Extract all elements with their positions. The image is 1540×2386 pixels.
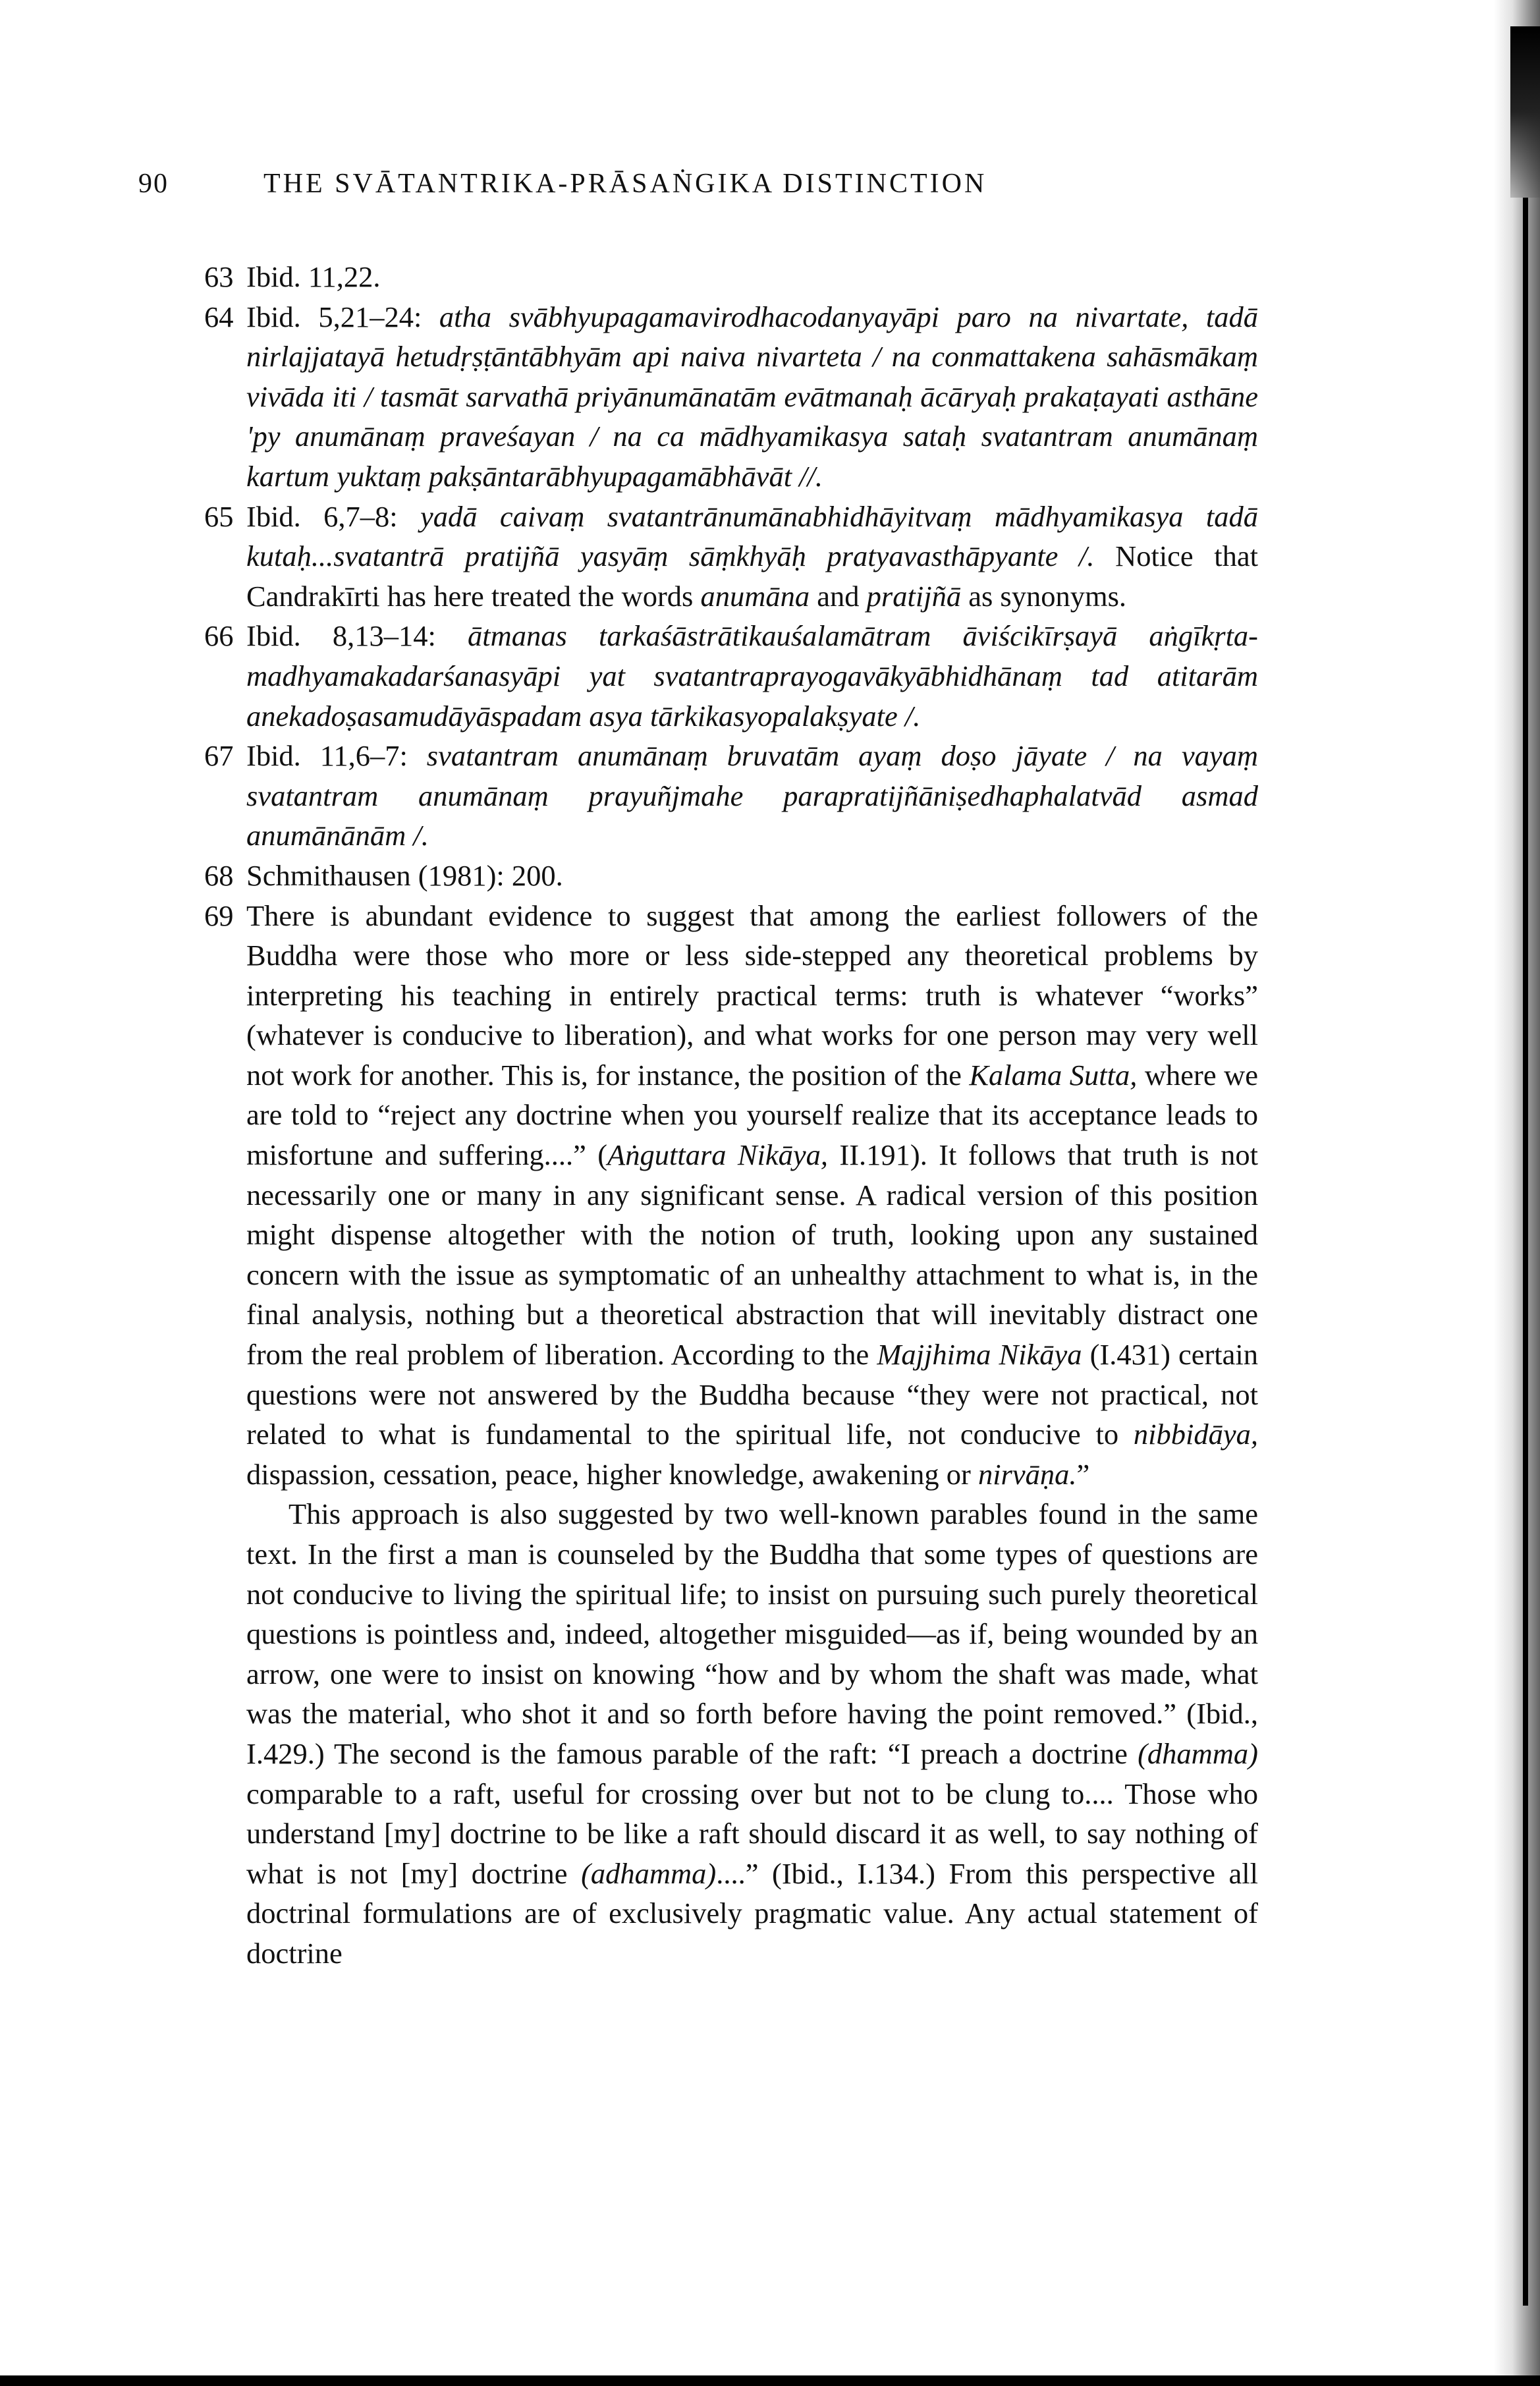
text-segment: (I.431) certain questions were not answered by the Buddha because “they were not practical, not related to what is fundamental to the spiritual life, not conducive to (246, 1338, 1258, 1451)
text-segment: Ibid. 5,21–24: (246, 300, 439, 333)
text-segment: comparable to a raft, useful for crossing over but not to be clung to.... Those who understand [my] doctrine to be like a raft should discard it as well, to say nothing of what is not [my] doctrine (246, 1777, 1258, 1890)
text-segment: II.191). It follows that truth is not necessarily one or many in any significant sense. A radical version of this position might dispense altogether with the notion of truth, looking upon any sustained concern with the issue as symptomatic of an unhealthy attachment to what is, in the final analysis, nothing but a theoretical abstraction that will inevitably distract one from the real problem of liberation. According to the (246, 1138, 1258, 1372)
endnote-64 (204, 297, 1258, 497)
text-segment: as synonyms. (961, 579, 1127, 613)
text-segment: There is abundant evidence to suggest that among the earliest followers of the Buddha were those who more or less side-stepped any theoretical problems by interpreting his teaching in entirely practical terms: truth is whatever “works” (whatever is conducive to liberation), and what works for one person may very well not work for another. This is, for instance, the position of the (246, 899, 1258, 1092)
text-segment: Ibid. 11,22. (246, 260, 381, 293)
text-segment: Ibid. 6,7–8: (246, 499, 421, 533)
italic-text: pratijñā (866, 579, 962, 613)
endnote-68 (204, 856, 1258, 896)
italic-text: (adhamma) (581, 1856, 717, 1890)
italic-text: (dhamma) (1138, 1736, 1258, 1770)
binding-shadow (1494, 0, 1540, 2386)
endnotes (204, 257, 1258, 1974)
text-segment: ....” (Ibid., I.134.) From this perspective all doctrinal formulations are of exclusively pragmatic value. Any actual statement of doctrine (246, 1856, 1258, 1970)
text-segment: and (810, 579, 867, 613)
endnote-69 (204, 896, 1258, 1495)
italic-text: Aṅguttara Nikāya, (607, 1138, 829, 1172)
note-number: 66 (204, 619, 234, 653)
italic-text: Majjhima Nikāya (877, 1338, 1082, 1372)
text-segment: Ibid. 8,13–14: (246, 619, 468, 653)
note-number: 63 (204, 260, 234, 293)
binding-shadow-top (1510, 26, 1540, 198)
text-segment: Notice that Candrakīrti has here treated the words (246, 540, 1258, 613)
endnote-66 (204, 616, 1258, 736)
notes-list (204, 257, 1258, 1494)
text-segment: This approach is also suggested by two well-known parables found in the same text. In the first a man is counseled by the Buddha that some types of questions are not conducive to living the spiritual life; to insist on pursuing such purely theoretical questions is pointless and, indeed, altogether misguided—as if, being wounded by an arrow, one were to insist on knowing “how and by whom the shaft was made, what was the material, who shot it and so forth before having the point removed.” (Ibid., I.429.) The second is the famous parable of the raft: “I preach a doctrine (246, 1497, 1258, 1770)
endnote-67 (204, 736, 1258, 856)
endnote-63 (204, 257, 1258, 297)
text-segment: Ibid. 11,6–7: (246, 739, 427, 773)
note-number: 67 (204, 739, 234, 773)
continuation-paragraph (204, 1494, 1258, 1973)
page-number: 90 (138, 169, 169, 199)
italic-text: nirvāṇa. (977, 1457, 1077, 1491)
binding-edge-line (1523, 198, 1528, 2306)
text-segment: Schmithausen (1981): 200. (246, 858, 563, 892)
running-head: THE SVĀTANTRIKA-PRĀSAṄGIKA DISTINCTION (263, 169, 987, 199)
text-segment: ” (1076, 1457, 1090, 1491)
italic-text: nibbidāya, (1133, 1418, 1258, 1451)
note-number: 69 (204, 899, 234, 932)
italic-text: anumāna (700, 579, 810, 613)
italic-text: Kalama Sutta, (969, 1058, 1138, 1092)
italic-text: atha svābhyupagamavirodhacodanyayāpi paro na nivartate, tadā nirlajjatayā hetudṛṣṭāntābhyām api naiva nivarteta / na conmattakena sahāsmākaṃ vivāda iti / tasmāt sarvathā priyānumānatām evātmanaḥ ācāryaḥ prakaṭayati asthāne 'py anumānaṃ praveśayan / na ca mādhyamikasya sataḥ svatantram anumānaṃ kartum yuktaṃ pakṣāntarābhyupagamābhāvāt //. (246, 300, 1258, 493)
text-segment: dispassion, cessation, peace, higher knowledge, awakening or (246, 1457, 978, 1491)
italic-text: svatantram anumānaṃ bruvatām ayaṃ doṣo jāyate / na vayaṃ svatantram anumānaṃ prayuñjmahe parapratijñāniṣedhaphalatvād asmad anumānānām /. (246, 739, 1258, 852)
scan-bottom-edge (0, 2375, 1540, 2386)
text-segment: where we are told to “reject any doctrine when you yourself realize that its acceptance leads to misfortune and suffering....” ( (246, 1058, 1258, 1172)
endnote-65 (204, 497, 1258, 617)
italic-text: yadā caivaṃ svatantrānumānabhidhāyitvaṃ mādhyamikasya tadā kutaḥ...svatantrā pratijñā yasyāṃ sāṃkhyāḥ pratyavasthāpyante /. (246, 499, 1258, 573)
italic-text: ātmanas tarkaśāstrātikauśalamātram āviścikīrṣayā aṅgīkṛta-madhyamakadarśanasyāpi yat svatantraprayogavākyābhidhānaṃ tad atitarām anekadoṣasamudāyāspadam asya tārkikasyopalakṣyate /. (246, 619, 1259, 733)
note-number: 68 (204, 858, 234, 892)
note-number: 64 (204, 300, 234, 333)
note-number: 65 (204, 499, 234, 533)
